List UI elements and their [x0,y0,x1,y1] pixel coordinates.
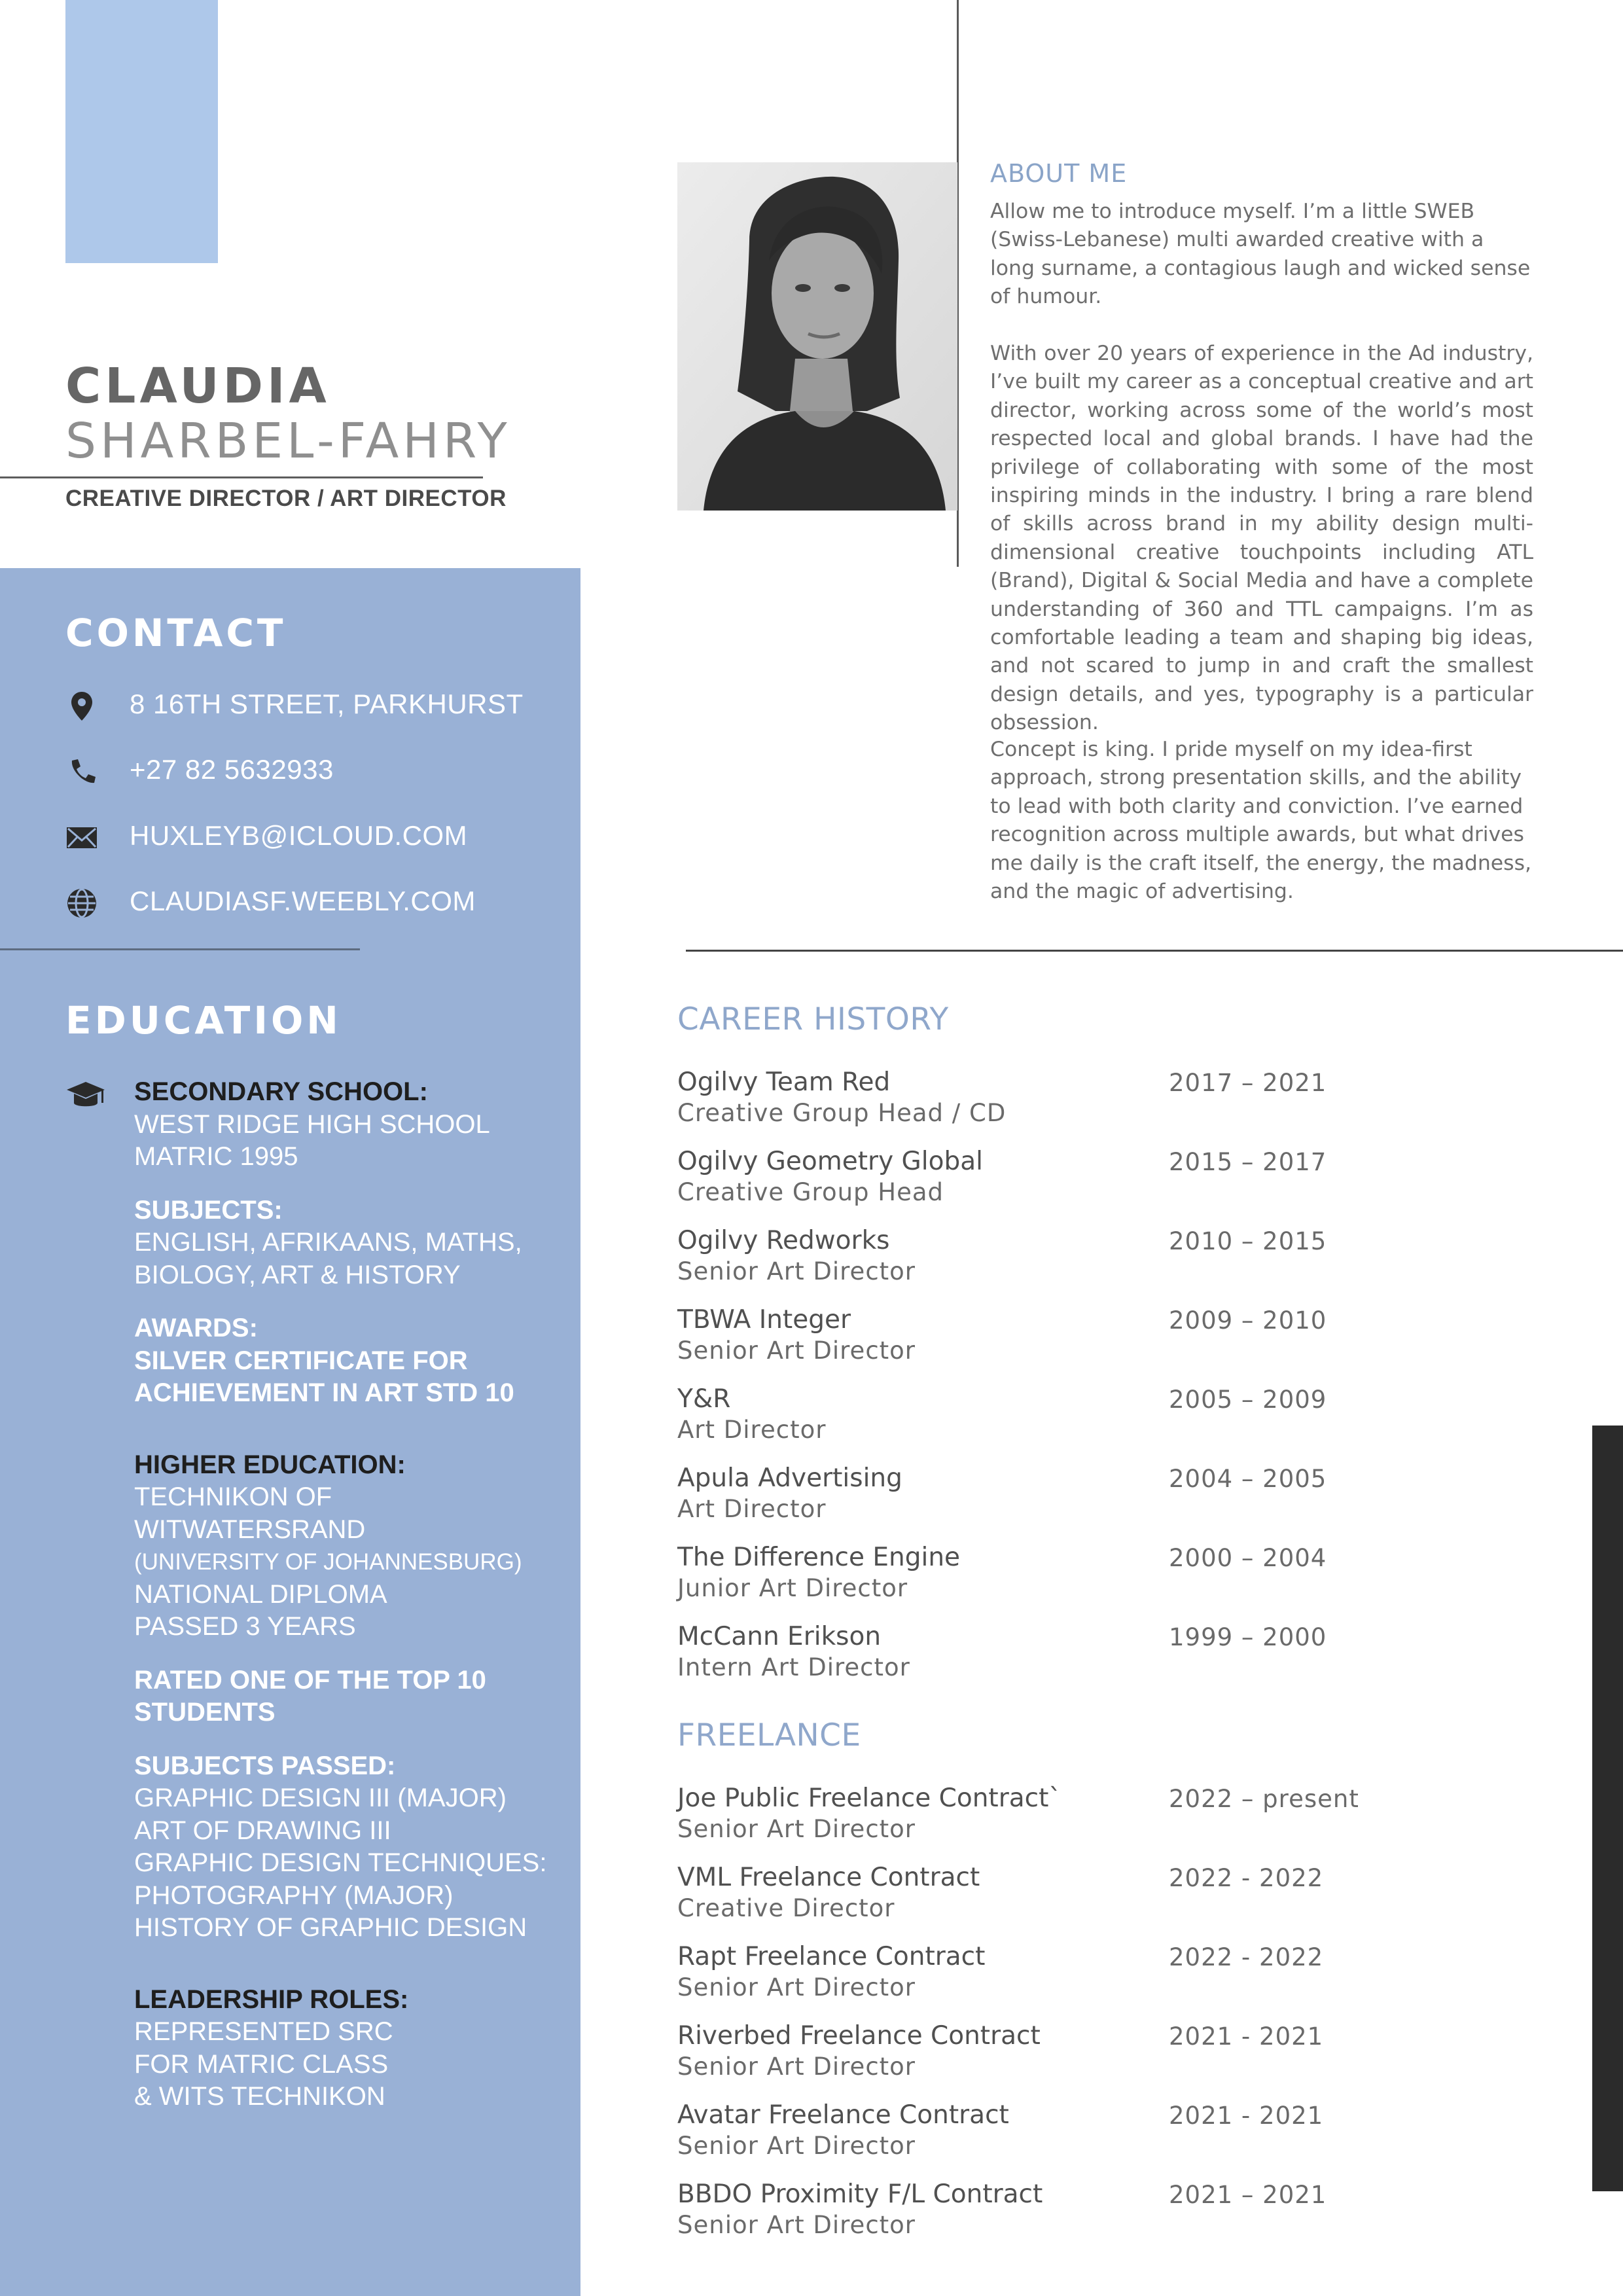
job-dates: 1999 – 2000 [1169,1623,1327,1651]
job-dates: 2015 – 2017 [1169,1148,1327,1176]
job-role: Senior Art Director [677,1815,916,1843]
job-role: Senior Art Director [677,1257,916,1285]
career-entry [677,1067,1554,1139]
contact-heading: CONTACT [65,611,287,655]
higher-education-line: TECHNIKON OF WITWATERSRAND [134,1482,366,1544]
subjects-passed-line: PHOTOGRAPHY (MAJOR) [134,1880,454,1910]
job-role: Creative Group Head [677,1178,944,1206]
freelance-entry [677,2021,1554,2093]
phone-icon [65,755,98,788]
subjects-passed-heading: SUBJECTS PASSED: [134,1751,396,1780]
higher-education-block [134,1449,566,1643]
secondary-school-heading: SECONDARY SCHOOL: [134,1077,428,1106]
portrait-photo [677,162,957,511]
company-name: McCann Erikson [677,1622,882,1651]
subjects-passed-line: GRAPHIC DESIGN TECHNIQUES: [134,1848,547,1877]
company-name: BBDO Proximity F/L Contract [677,2179,1043,2209]
about-paragraph: With over 20 years of experience in the Ad industry, I’ve built my career as a conceptual creative and art director, working across some of the world’s most respected local and global brands. I have had the privilege of collaborating with some of the most inspiring minds in the industry. I bring a rare blend of skills across brand in my ability design multi-dimensional creative touchpoints including ATL (Brand), Digital & Social Media and have a complete understanding of 360 and TTL campaigns. I’m as comfortable leading a team and shaping big ideas, and not scared to jump in and craft the smallest design details, and yes, typography is a particular obsession. [990,342,1533,735]
job-role: Senior Art Director [677,1336,916,1365]
awards-heading: AWARDS: [134,1314,258,1342]
company-name: Riverbed Freelance Contract [677,2021,1041,2051]
freelance-heading: FREELANCE [677,1717,861,1753]
career-entry [677,1384,1554,1456]
career-entry [677,1147,1554,1219]
leadership-block [134,1984,566,2113]
subjects-block [134,1194,566,1292]
freelance-entry [677,1863,1554,1935]
leadership-line: FOR MATRIC CLASS [134,2049,389,2079]
subjects-passed-block [134,1750,566,1945]
higher-education-line: PASSED 3 YEARS [134,1612,356,1641]
last-name: SHARBEL-FAHRY [65,413,511,469]
rated-block [134,1664,566,1729]
higher-education-line: (UNIVERSITY OF JOHANNESBURG) [134,1549,522,1575]
secondary-school-year: MATRIC 1995 [134,1142,298,1171]
subjects-passed-line: GRAPHIC DESIGN III (MAJOR) [134,1784,507,1812]
secondary-school-name: WEST RIDGE HIGH SCHOOL [134,1109,490,1139]
company-name: Avatar Freelance Contract [677,2100,1009,2130]
contact-divider [0,948,360,950]
awards-line: ACHIEVEMENT IN ART STD 10 [134,1378,514,1407]
location-pin-icon [65,690,98,723]
envelope-icon [65,821,98,854]
address-text: 8 16TH STREET, PARKHURST [130,689,524,719]
career-entry [677,1226,1554,1298]
freelance-entry [677,1784,1554,1856]
company-name: Rapt Freelance Contract [677,1942,986,1971]
freelance-entry [677,1942,1554,2014]
website-link[interactable]: CLAUDIASF.WEEBLY.COM [130,886,476,916]
about-heading: ABOUT ME [990,159,1128,188]
freelance-entry [677,2100,1554,2172]
job-role: Creative Group Head / CD [677,1099,1007,1127]
job-dates: 2021 - 2021 [1169,2022,1324,2051]
about-paragraph: Concept is king. I pride myself on my idea-first approach, strong presentation skills, and the ability to lead with both clarity and conviction. I’ve earned recognition across multiple awards, but what drives me daily is the craft itself, the energy, the madness, and the magic of advertising. [990,738,1532,904]
company-name: Joe Public Freelance Contract` [677,1784,1061,1813]
right-edge-bar [1592,1426,1623,2191]
job-dates: 2022 - 2022 [1169,1864,1324,1892]
education-details [134,1076,566,2134]
career-history-heading: CAREER HISTORY [677,1001,949,1037]
career-entry [677,1305,1554,1377]
subjects-line: BIOLOGY, ART & HISTORY [134,1260,461,1289]
rated-line: RATED ONE OF THE TOP 10 [134,1665,486,1695]
job-dates: 2022 – present [1169,1785,1359,1813]
education-heading: EDUCATION [65,998,342,1043]
subjects-passed-line: HISTORY OF GRAPHIC DESIGN [134,1913,527,1942]
email-link[interactable]: HUXLEYB@ICLOUD.COM [130,820,468,851]
company-name: VML Freelance Contract [677,1863,980,1892]
career-entry [677,1622,1554,1694]
company-name: TBWA Integer [677,1305,851,1335]
job-dates: 2021 – 2021 [1169,2181,1327,2209]
rated-line: STUDENTS [134,1698,276,1727]
career-entry [677,1463,1554,1535]
secondary-school-block [134,1076,566,1174]
job-role: Intern Art Director [677,1653,910,1681]
company-name: Apula Advertising [677,1463,902,1493]
job-dates: 2010 – 2015 [1169,1227,1327,1255]
job-dates: 2017 – 2021 [1169,1069,1327,1097]
graduation-cap-icon [65,1079,106,1111]
job-dates: 2022 - 2022 [1169,1943,1324,1971]
higher-education-line: NATIONAL DIPLOMA [134,1579,387,1609]
company-name: Ogilvy Team Red [677,1067,891,1097]
top-accent-block [65,0,218,263]
job-dates: 2000 – 2004 [1169,1544,1327,1572]
awards-line: SILVER CERTIFICATE FOR [134,1346,468,1375]
job-dates: 2004 – 2005 [1169,1465,1327,1493]
leadership-heading: LEADERSHIP ROLES: [134,1984,409,2014]
company-name: The Difference Engine [677,1543,961,1572]
subjects-passed-line: ART OF DRAWING III [134,1816,391,1845]
freelance-entry [677,2179,1554,2251]
job-role: Senior Art Director [677,2132,916,2160]
job-title: CREATIVE DIRECTOR / ART DIRECTOR [65,486,507,511]
subjects-line: ENGLISH, AFRIKAANS, MATHS, [134,1228,522,1257]
job-role: Junior Art Director [677,1574,908,1602]
job-role: Senior Art Director [677,2053,916,2081]
company-name: Ogilvy Geometry Global [677,1147,983,1176]
job-role: Creative Director [677,1894,895,1922]
leadership-line: REPRESENTED SRC [134,2017,393,2046]
job-role: Senior Art Director [677,2211,916,2239]
job-role: Art Director [677,1416,827,1444]
company-name: Ogilvy Redworks [677,1226,890,1255]
globe-icon [65,887,98,920]
company-name: Y&R [677,1384,731,1414]
higher-education-heading: HIGHER EDUCATION: [134,1450,406,1479]
phone-text[interactable]: +27 82 5632933 [130,754,334,785]
subjects-heading: SUBJECTS: [134,1195,283,1225]
first-name: CLAUDIA [65,358,330,414]
career-entry [677,1543,1554,1615]
leadership-line: & WITS TECHNIKON [134,2082,385,2111]
job-dates: 2009 – 2010 [1169,1306,1327,1335]
name-divider [0,476,483,478]
about-paragraph: Allow me to introduce myself. I’m a little SWEB (Swiss-Lebanese) multi awarded creative with a long surname, a contagious laugh and wicked sense of humour. [990,200,1531,309]
job-role: Art Director [677,1495,827,1523]
awards-block [134,1312,566,1410]
job-dates: 2021 - 2021 [1169,2102,1324,2130]
main-divider [686,950,1623,952]
job-dates: 2005 – 2009 [1169,1386,1327,1414]
job-role: Senior Art Director [677,1973,916,2001]
